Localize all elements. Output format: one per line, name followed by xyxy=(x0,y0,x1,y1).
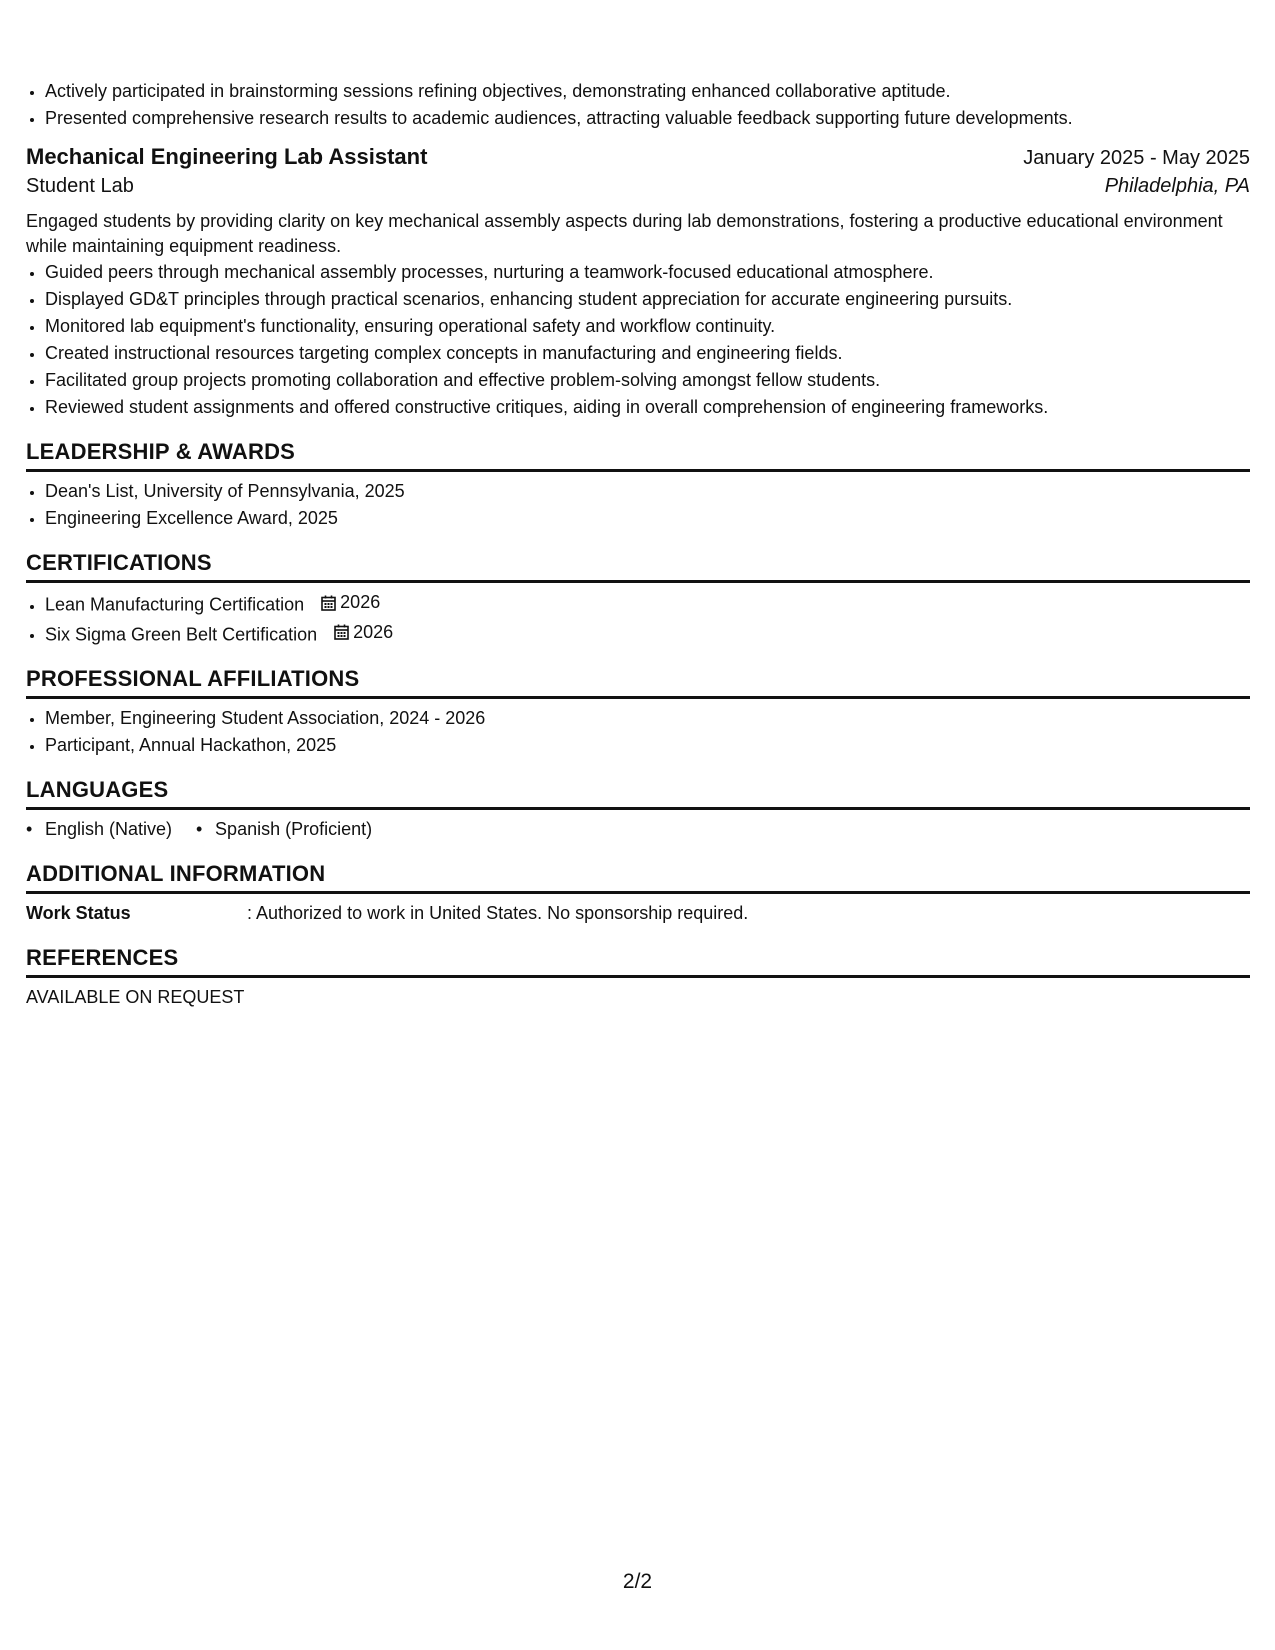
section-title: LEADERSHIP & AWARDS xyxy=(26,439,1250,472)
list-item: • Displayed GD&T principles through practical scenarios, enhancing student appreciation for accurate engineering pursuits. xyxy=(45,286,1250,313)
list-item: • Dean's List, University of Pennsylvania, 2025 xyxy=(45,478,1250,505)
list-item: • Monitored lab equipment's functionality, ensuring operational safety and workflow continuity. xyxy=(45,313,1250,340)
list-item: • English (Native) xyxy=(26,816,172,843)
job-description: Engaged students by providing clarity on key mechanical assembly aspects during lab demonstrations, fostering a productive educational environment while maintaining equipment readiness. xyxy=(26,211,1223,256)
references-text: AVAILABLE ON REQUEST xyxy=(26,987,245,1007)
job-location: Philadelphia, PA xyxy=(1104,175,1250,197)
cert-name: Six Sigma Green Belt Certification xyxy=(45,624,318,644)
leadership-section xyxy=(26,439,1250,532)
job-company: Student Lab xyxy=(26,175,134,197)
list-item xyxy=(45,619,1250,649)
list-item xyxy=(45,589,1250,619)
resume-page xyxy=(26,78,1250,1011)
section-title: ADDITIONAL INFORMATION xyxy=(26,861,1250,894)
work-status-value: : Authorized to work in United States. No sponsorship required. xyxy=(247,903,749,923)
page-number: 2/2 xyxy=(622,1570,653,1593)
list-item: • Engineering Excellence Award, 2025 xyxy=(45,505,1250,532)
job-bullets xyxy=(26,259,1250,421)
cert-year: 2026 xyxy=(353,621,394,642)
list-item: • Presented comprehensive research results to academic audiences, attracting valuable feedback supporting future developments. xyxy=(45,105,1250,132)
section-title: LANGUAGES xyxy=(26,777,1250,810)
list-item: • Created instructional resources targeting complex concepts in manufacturing and engineering fields. xyxy=(45,340,1250,367)
job-title: Mechanical Engineering Lab Assistant xyxy=(26,144,428,169)
list-item: • Participant, Annual Hackathon, 2025 xyxy=(45,732,1250,759)
references-section xyxy=(26,945,1250,1011)
affiliations-section xyxy=(26,666,1250,759)
calendar-icon xyxy=(334,624,349,640)
list-item: • Facilitated group projects promoting collaboration and effective problem-solving amongst fellow students. xyxy=(45,367,1250,394)
job-entry xyxy=(26,144,1250,421)
languages-section xyxy=(26,777,1250,843)
cert-name: Lean Manufacturing Certification xyxy=(45,594,305,615)
list-item: • Member, Engineering Student Association, 2024 - 2026 xyxy=(45,705,1250,732)
list-item: • Spanish (Proficient) xyxy=(196,816,372,843)
section-title: CERTIFICATIONS xyxy=(26,550,1250,583)
list-item: • Guided peers through mechanical assembly processes, nurturing a teamwork-focused educational atmosphere. xyxy=(45,259,1250,286)
work-status-label: Work Status xyxy=(26,903,131,923)
cert-year: 2026 xyxy=(340,592,381,612)
section-title: PROFESSIONAL AFFILIATIONS xyxy=(26,666,1250,699)
list-item: • Reviewed student assignments and offered constructive critiques, aiding in overall comprehension of engineering frameworks. xyxy=(45,394,1250,421)
additional-info-section xyxy=(26,861,1250,927)
previous-job-bullets xyxy=(26,78,1250,132)
job-dates: January 2025 - May 2025 xyxy=(1023,147,1250,169)
section-title: REFERENCES xyxy=(26,945,1250,978)
list-item: • Actively participated in brainstorming sessions refining objectives, demonstrating enhanced collaborative aptitude. xyxy=(45,78,1250,105)
calendar-icon xyxy=(321,595,336,611)
certifications-section xyxy=(26,550,1250,648)
